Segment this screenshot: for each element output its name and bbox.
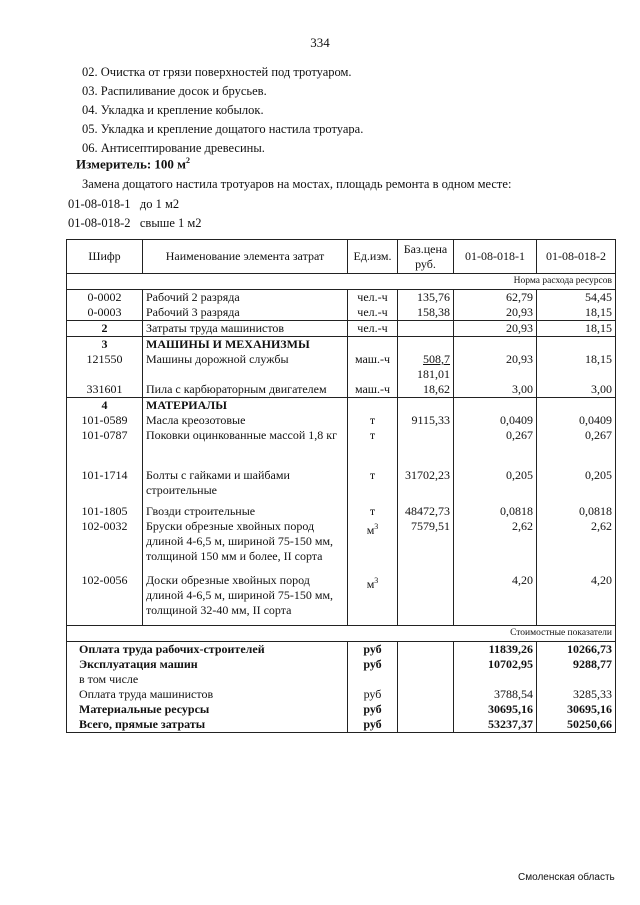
summary-unit: руб <box>348 717 398 733</box>
cell-v2: 0,267 <box>537 428 616 468</box>
cell-name: Поковки оцинкованные массой 1,8 кг <box>143 428 348 468</box>
summary-name: в том числе <box>67 672 348 687</box>
summary-v1: 53237,37 <box>454 717 537 733</box>
table-row <box>67 382 616 398</box>
summary-name: Материальные ресурсы <box>67 702 348 717</box>
cell-v1: 3,00 <box>454 382 537 398</box>
table-row <box>67 504 616 519</box>
cell-code: 101-0787 <box>67 428 143 468</box>
summary-unit: руб <box>348 702 398 717</box>
cell-v1: 0,0409 <box>454 413 537 428</box>
summary-v2: 3285,33 <box>537 687 616 702</box>
summary-v2: 9288,77 <box>537 657 616 672</box>
norm-code: 01-08-018-1 <box>68 197 131 211</box>
region-footer: Смоленская область <box>518 872 615 883</box>
cell-name: Болты с гайками и шайбами строительные <box>143 468 348 504</box>
cell-code: 0-0002 <box>67 290 143 306</box>
summary-unit: руб <box>348 641 398 657</box>
norm-code: 01-08-018-2 <box>68 216 131 230</box>
table-row <box>67 413 616 428</box>
section-row <box>67 337 616 353</box>
work-steps-list <box>82 63 363 158</box>
price-value-2: 181,01 <box>417 367 450 381</box>
summary-unit: руб <box>348 657 398 672</box>
cell-price <box>398 573 454 625</box>
measure-power: 2 <box>186 156 191 165</box>
header-code: Шифр <box>67 240 143 274</box>
cell-name: Масла креозотовые <box>143 413 348 428</box>
norm-code-row <box>68 195 202 214</box>
measure-label: Измеритель: 100 м <box>76 156 187 172</box>
cell-price: 158,38 <box>398 305 454 321</box>
cell-name: Рабочий 2 разряда <box>143 290 348 306</box>
header-unit: Ед.изм. <box>348 240 398 274</box>
header-col1: 01-08-018-1 <box>454 240 537 274</box>
unit-value: м <box>366 523 375 537</box>
cell-v1: 20,93 <box>454 305 537 321</box>
cell-v1: 4,20 <box>454 573 537 625</box>
cell-v2: 3,00 <box>537 382 616 398</box>
cell-code: 121550 <box>67 352 143 382</box>
cell-v2: 0,0409 <box>537 413 616 428</box>
cell-v2: 2,62 <box>537 519 616 573</box>
cell-v1: 0,0818 <box>454 504 537 519</box>
summary-row <box>67 641 616 657</box>
cell-unit: чел.-ч <box>348 321 398 337</box>
cell-price <box>398 428 454 468</box>
summary-v1: 30695,16 <box>454 702 537 717</box>
band-cost: Стоимостные показатели <box>67 625 616 641</box>
summary-v2: 50250,66 <box>537 717 616 733</box>
cell-v2: 18,15 <box>537 352 616 382</box>
cell-code: 3 <box>67 337 143 353</box>
cell-v2: 0,205 <box>537 468 616 504</box>
section-row <box>67 398 616 414</box>
cell-code: 102-0056 <box>67 573 143 625</box>
summary-v1: 10702,95 <box>454 657 537 672</box>
cell-code: 101-1714 <box>67 468 143 504</box>
cell-unit: чел.-ч <box>348 290 398 306</box>
norm-code-row <box>68 214 202 233</box>
summary-row <box>67 672 616 687</box>
work-step: 03. Распиливание досок и брусьев. <box>82 84 267 98</box>
cell-name: Рабочий 3 разряда <box>143 305 348 321</box>
summary-name: Оплата труда машинистов <box>67 687 348 702</box>
table-row <box>67 352 616 382</box>
unit-power: 3 <box>374 522 379 531</box>
cell-v2: 54,45 <box>537 290 616 306</box>
cell-name: Машины дорожной службы <box>143 352 348 382</box>
cell-unit: т <box>348 468 398 504</box>
cell-v2: 4,20 <box>537 573 616 625</box>
cell-price: 135,76 <box>398 290 454 306</box>
work-step: 02. Очистка от грязи поверхностей под тротуаром. <box>82 65 352 79</box>
cell-v1: 0,267 <box>454 428 537 468</box>
measure-unit <box>76 156 190 172</box>
cell-name: Гвозди строительные <box>143 504 348 519</box>
summary-row <box>67 687 616 702</box>
summary-v2: 30695,16 <box>537 702 616 717</box>
table-row <box>67 305 616 321</box>
cell-name: Бруски обрезные хвойных пород длиной 4-6,5 м, шириной 75-150 мм, толщиной 150 мм и более, II сорта <box>143 519 348 573</box>
cell-unit: т <box>348 504 398 519</box>
cell-v2: 18,15 <box>537 321 616 337</box>
unit-value: м <box>366 577 375 591</box>
table-row <box>67 573 616 625</box>
summary-unit: руб <box>348 687 398 702</box>
table-row <box>67 428 616 468</box>
header-name: Наименование элемента затрат <box>143 240 348 274</box>
section-title: МАШИНЫ И МЕХАНИЗМЫ <box>143 337 348 353</box>
summary-row <box>67 717 616 733</box>
cell-price: 31702,23 <box>398 468 454 504</box>
cell-code: 4 <box>67 398 143 414</box>
cell-code: 101-1805 <box>67 504 143 519</box>
work-step: 06. Антисептирование древесины. <box>82 141 265 155</box>
work-step: 04. Укладка и крепление кобылок. <box>82 103 264 117</box>
cell-v1: 62,79 <box>454 290 537 306</box>
cell-unit: т <box>348 413 398 428</box>
cell-code: 101-0589 <box>67 413 143 428</box>
cell-unit: чел.-ч <box>348 305 398 321</box>
cell-code: 2 <box>67 321 143 337</box>
cell-price <box>398 352 454 382</box>
cell-price <box>398 321 454 337</box>
header-col2: 01-08-018-2 <box>537 240 616 274</box>
cell-price: 9115,33 <box>398 413 454 428</box>
cell-name: Затраты труда машинистов <box>143 321 348 337</box>
summary-row <box>67 657 616 672</box>
price-value: 508,7 <box>423 352 450 366</box>
summary-v2: 10266,73 <box>537 641 616 657</box>
cell-unit <box>348 573 398 625</box>
summary-v1: 11839,26 <box>454 641 537 657</box>
summary-v1: 3788,54 <box>454 687 537 702</box>
summary-row <box>67 702 616 717</box>
cell-v1: 20,93 <box>454 352 537 382</box>
cell-price: 48472,73 <box>398 504 454 519</box>
section-title: МАТЕРИАЛЫ <box>143 398 348 414</box>
cell-code: 331601 <box>67 382 143 398</box>
table-row <box>67 468 616 504</box>
cell-name: Доски обрезные хвойных пород длиной 4-6,5 м, шириной 75-150 мм, толщиной 32-40 мм, II сорта <box>143 573 348 625</box>
cell-price: 18,62 <box>398 382 454 398</box>
cell-price: 7579,51 <box>398 519 454 573</box>
cell-unit <box>348 519 398 573</box>
table-row <box>67 321 616 337</box>
summary-name: Всего, прямые затраты <box>67 717 348 733</box>
cell-unit: маш.-ч <box>348 382 398 398</box>
cell-v1: 2,62 <box>454 519 537 573</box>
resource-table <box>66 239 616 733</box>
band-norm: Норма расхода ресурсов <box>67 274 616 290</box>
unit-power: 3 <box>374 576 379 585</box>
header-price: Баз.цена руб. <box>398 240 454 274</box>
work-description: Замена дощатого настила тротуаров на мостах, площадь ремонта в одном месте: <box>82 177 512 191</box>
cell-v2: 0,0818 <box>537 504 616 519</box>
cell-unit: т <box>348 428 398 468</box>
table-row <box>67 519 616 573</box>
cell-v1: 20,93 <box>454 321 537 337</box>
summary-name: Эксплуатация машин <box>67 657 348 672</box>
norm-code-text: до 1 м2 <box>139 197 180 211</box>
cell-v2: 18,15 <box>537 305 616 321</box>
cell-v1: 0,205 <box>454 468 537 504</box>
norm-code-text: свыше 1 м2 <box>139 216 202 230</box>
page-number: 334 <box>310 35 330 50</box>
cell-unit: маш.-ч <box>348 352 398 382</box>
work-step: 05. Укладка и крепление дощатого настила тротуара. <box>82 122 364 136</box>
norm-codes <box>68 195 202 233</box>
cell-code: 102-0032 <box>67 519 143 573</box>
summary-name: Оплата труда рабочих-строителей <box>67 641 348 657</box>
cell-code: 0-0003 <box>67 305 143 321</box>
table-row <box>67 290 616 306</box>
cell-name: Пила с карбюраторным двигателем <box>143 382 348 398</box>
